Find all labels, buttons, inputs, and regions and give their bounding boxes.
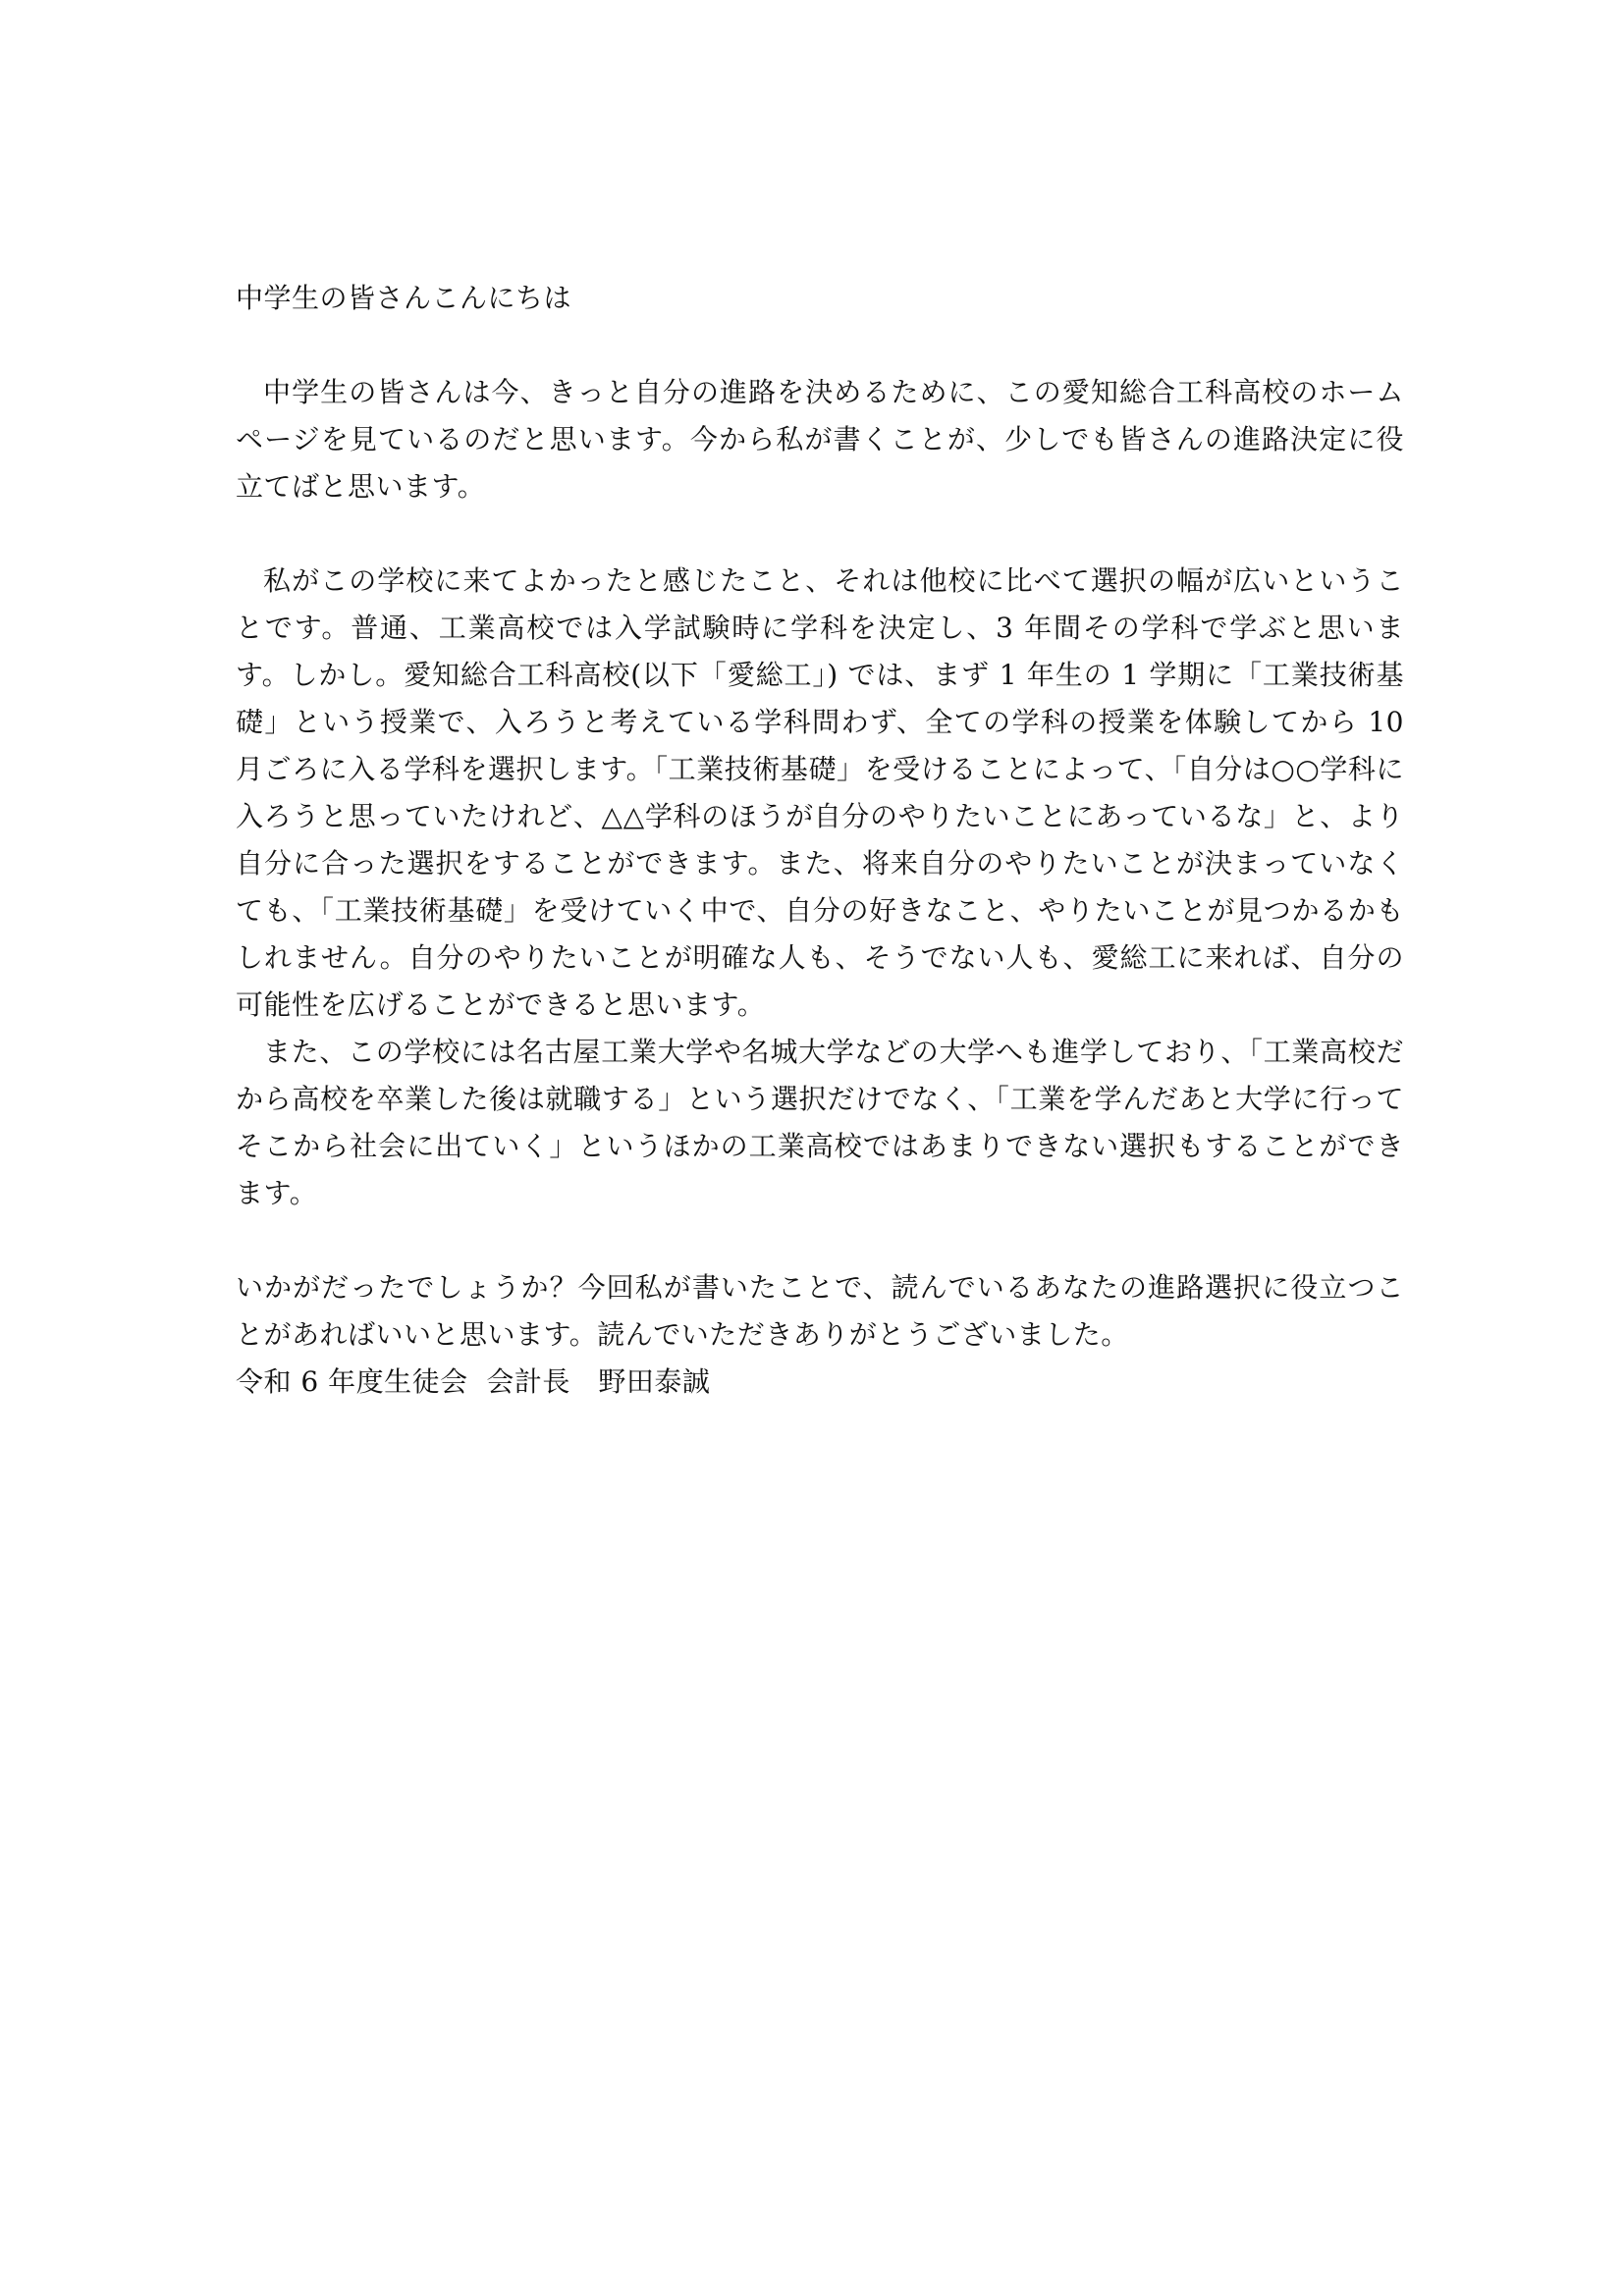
- paragraph-choice-breadth: 私がこの学校に来てよかったと感じたこと、それは他校に比べて選択の幅が広いということです。普通、工業高校では入学試験時に学科を決定し、3 年間その学科で学ぶと思います。しかし。愛知総合工科高校(以下「愛総工」) では、まず 1 年生の 1 学期に「工業技術基礎」という授業で、入ろうと考えている学科問わず、全ての学科の授業を体験してから 10 月ごろに入る学科を選択します。「工業技術基礎」を受けることによって、「自分は○○学科に入ろうと思っていたけれど、△△学科のほうが自分のやりたいことにあっているな」と、より自分に合った選択をすることができます。また、将来自分のやりたいことが決まっていなくても、「工業技術基礎」を受けていく中で、自分の好きなこと、やりたいことが見つかるかもしれません。自分のやりたいことが明確な人も、そうでない人も、愛総工に来れば、自分の可能性を広げることができると思います。: [236, 564, 1404, 1021]
- signature-line: 令和 6 年度生徒会 会計長 野田泰誠: [236, 1365, 711, 1398]
- greeting-line: 中学生の皆さんこんにちは: [236, 282, 572, 314]
- paragraph-closing: いかがだったでしょうか？今回私が書いたことで、読んでいるあなたの進路選択に役立つことがあればいいと思います。読んでいただきありがとうございました。: [236, 1271, 1404, 1351]
- paragraph-university: また、この学校には名古屋工業大学や名城大学などの大学へも進学しており、「工業高校だから高校を卒業した後は就職する」という選択だけでなく、「工業を学んだあと大学に行ってそこから社会に出ていく」というほかの工業高校ではあまりできない選択もすることができます。: [236, 1036, 1404, 1209]
- letter-body: [236, 275, 1404, 1406]
- paragraph-intro: 中学生の皆さんは今、きっと自分の進路を決めるために、この愛知総合工科高校のホームページを見ているのだと思います。今から私が書くことが、少しでも皆さんの進路決定に役立てばと思います。: [236, 376, 1404, 503]
